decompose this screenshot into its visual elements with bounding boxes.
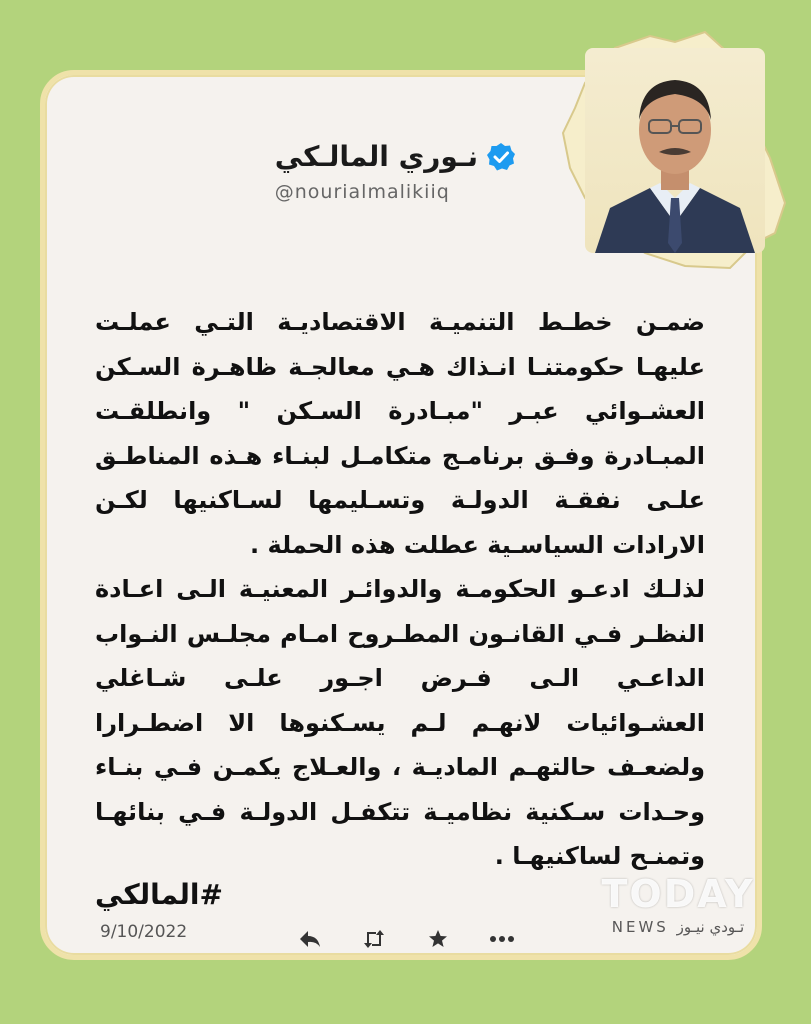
watermark-logo: TODAY [601, 872, 755, 916]
tweet-paragraph-1: ضمـن خطـط التنميـة الاقتصاديـة التـي عملـت عليهـا حكومتنـا انـذاك هـي معالجـة ظاهـرة السـكن العشـوائي عبـر "مبـادرة السـكن " وانطلقـت المبـادرة وفـق برنامـج متكامـل لبنـاء هـذه المناطـق علـى نفقـة الدولـة وتسـليمها لسـاكنيها لكـن الارادات السياسـية عطلت هذه الحملة . [95, 308, 705, 559]
more-icon[interactable] [488, 925, 516, 953]
watermark-sub: NEWS تـودي نيـوز [611, 918, 745, 936]
profile-handle[interactable]: @nourialmalikiiq [274, 181, 450, 203]
today-news-watermark [588, 872, 768, 950]
profile-photo [585, 48, 765, 253]
retweet-icon[interactable] [360, 925, 388, 953]
tweet-text [95, 300, 705, 879]
verified-badge-icon [486, 142, 516, 172]
tweet-actions [296, 925, 516, 953]
tweet-paragraph-2: لذلـك ادعـو الحكومـة والدوائـر المعنيـة الـى اعـادة النظـر فـي القانـون المطـروح امـام مجلـس النـواب الداعـي الـى فـرض اجـور علـى شـاغلي العشـوائيات لانهـم لـم يسـكنوها الا اضطـرارا ولضعـف حالتهـم الماديـة ، والعـلاج يكمـن فـي بنـاء وحـدات سـكنية نظاميـة تتكفـل الدولـة فـي بنائهـا وتمنـح لساكنيهـا . [95, 575, 705, 870]
profile-name[interactable]: نـوري المالـكي [274, 140, 478, 173]
hashtag[interactable]: #المالكي [95, 878, 223, 911]
reply-icon[interactable] [296, 925, 324, 953]
profile-header [275, 140, 516, 203]
tweet-date: 9/10/2022 [100, 922, 188, 942]
star-icon[interactable] [424, 925, 452, 953]
